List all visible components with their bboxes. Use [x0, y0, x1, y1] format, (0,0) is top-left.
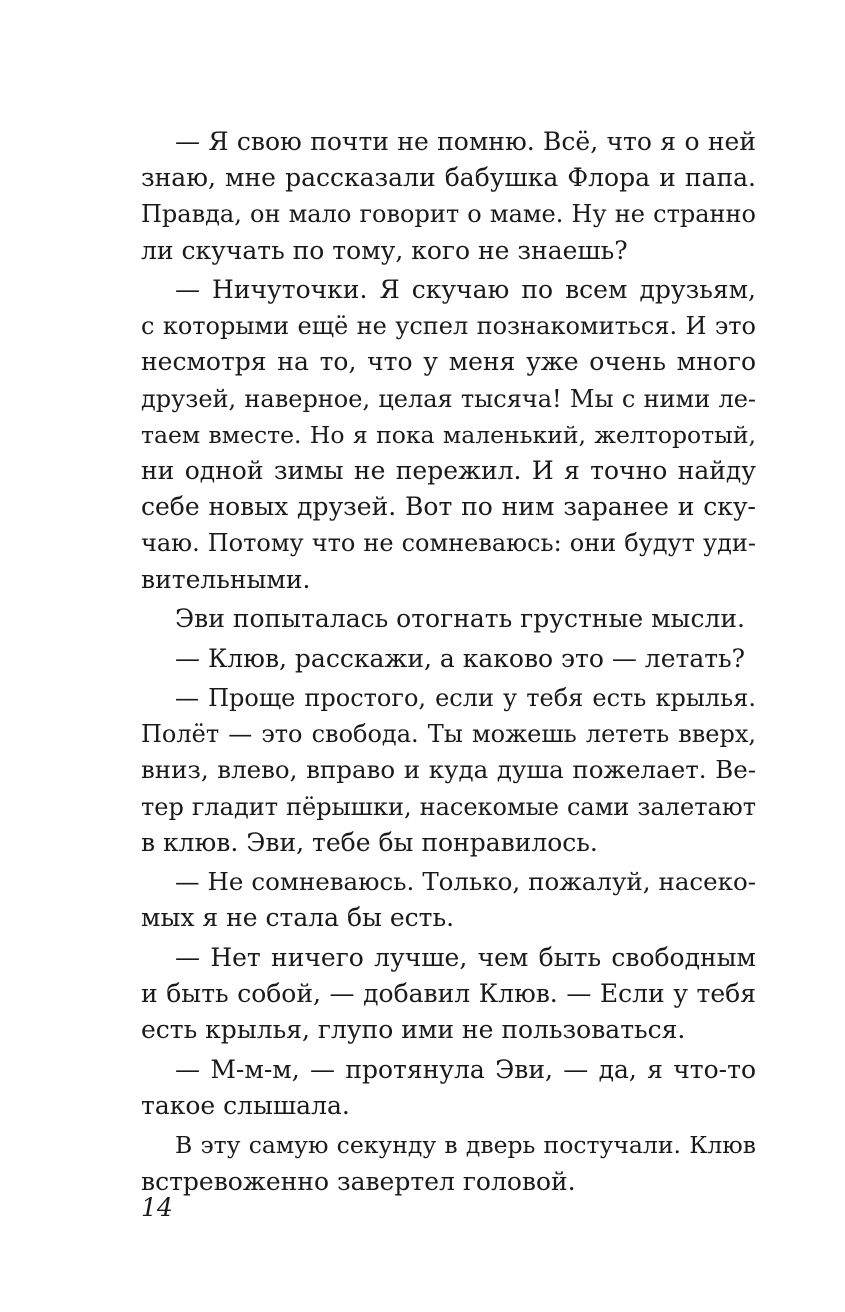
text-line: Правда, он мало говорит о маме. Ну не странно [141, 200, 756, 229]
paragraph-3 [141, 601, 756, 637]
text-line: — Клюв, расскажи, а каково это — летать? [175, 643, 746, 673]
paragraph-8 [141, 1052, 756, 1124]
text-line: ни одной зимы не пережил. И я точно найду [141, 455, 756, 485]
text-line: Полёт — это свобода. Ты можешь лететь вверх, [141, 720, 756, 749]
text-line: — Проще простого, если у тебя есть крылья. [175, 684, 756, 712]
text-line: — Не сомневаюсь. Только, пожалуй, насеко- [175, 867, 756, 897]
text-line: — М-м-м, — протянула Эви, — да, я что-то [175, 1054, 756, 1084]
text-line: В эту самую секунду в дверь постучали. Клюв [175, 1131, 756, 1160]
paragraph-4 [141, 641, 756, 677]
text-line: и быть собой, — добавил Клюв. — Если у тебя [141, 979, 756, 1009]
text-line: такое слышала. [141, 1090, 350, 1120]
text-line: — Я свою почти не помню. Всё, что я о ней [175, 127, 756, 156]
paragraph-1 [141, 124, 756, 269]
text-line: вниз, влево, вправо и куда душа пожелает. Ве- [141, 755, 756, 785]
body-text [141, 124, 756, 1200]
text-line: — Ничуточки. Я скучаю по всем друзьям, [175, 275, 756, 305]
text-line: вительными. [141, 564, 311, 594]
text-line: несмотря на то, что у меня уже очень много [141, 347, 756, 377]
text-line: таем вместе. Но я пока маленький, желторотый, [141, 420, 756, 449]
text-line: в клюв. Эви, тебе бы понравилось. [141, 827, 598, 857]
paragraph-9 [141, 1127, 756, 1199]
page-number: 14 [141, 1193, 173, 1222]
text-line: есть крылья, глупо ими не пользоваться. [141, 1015, 686, 1045]
text-line: знаю, мне рассказали бабушка Флора и папа. [141, 163, 756, 193]
text-line: с которыми ещё не успел познакомиться. И это [141, 312, 756, 341]
paragraph-7 [141, 940, 756, 1049]
text-line: чаю. Потому что не сомневаюсь: они будут уди- [141, 529, 756, 558]
text-line: друзей, наверное, целая тысяча! Мы с ними ле- [141, 384, 756, 413]
paragraph-5 [141, 680, 756, 861]
text-line: встревоженно завертел головой. [141, 1166, 576, 1196]
text-line: мых я не стала бы есть. [141, 903, 455, 933]
text-line: тер гладит пёрышки, насекомые сами залетают [141, 792, 756, 821]
paragraph-2 [141, 272, 756, 598]
text-line: себе новых друзей. Вот по ним заранее и ску- [141, 492, 756, 522]
text-line: ли скучать по тому, кого не знаешь? [141, 235, 628, 265]
text-line: — Нет ничего лучше, чем быть свободным [175, 942, 756, 972]
text-line: Эви попыталась отогнать грустные мысли. [175, 604, 745, 634]
paragraph-6 [141, 864, 756, 936]
